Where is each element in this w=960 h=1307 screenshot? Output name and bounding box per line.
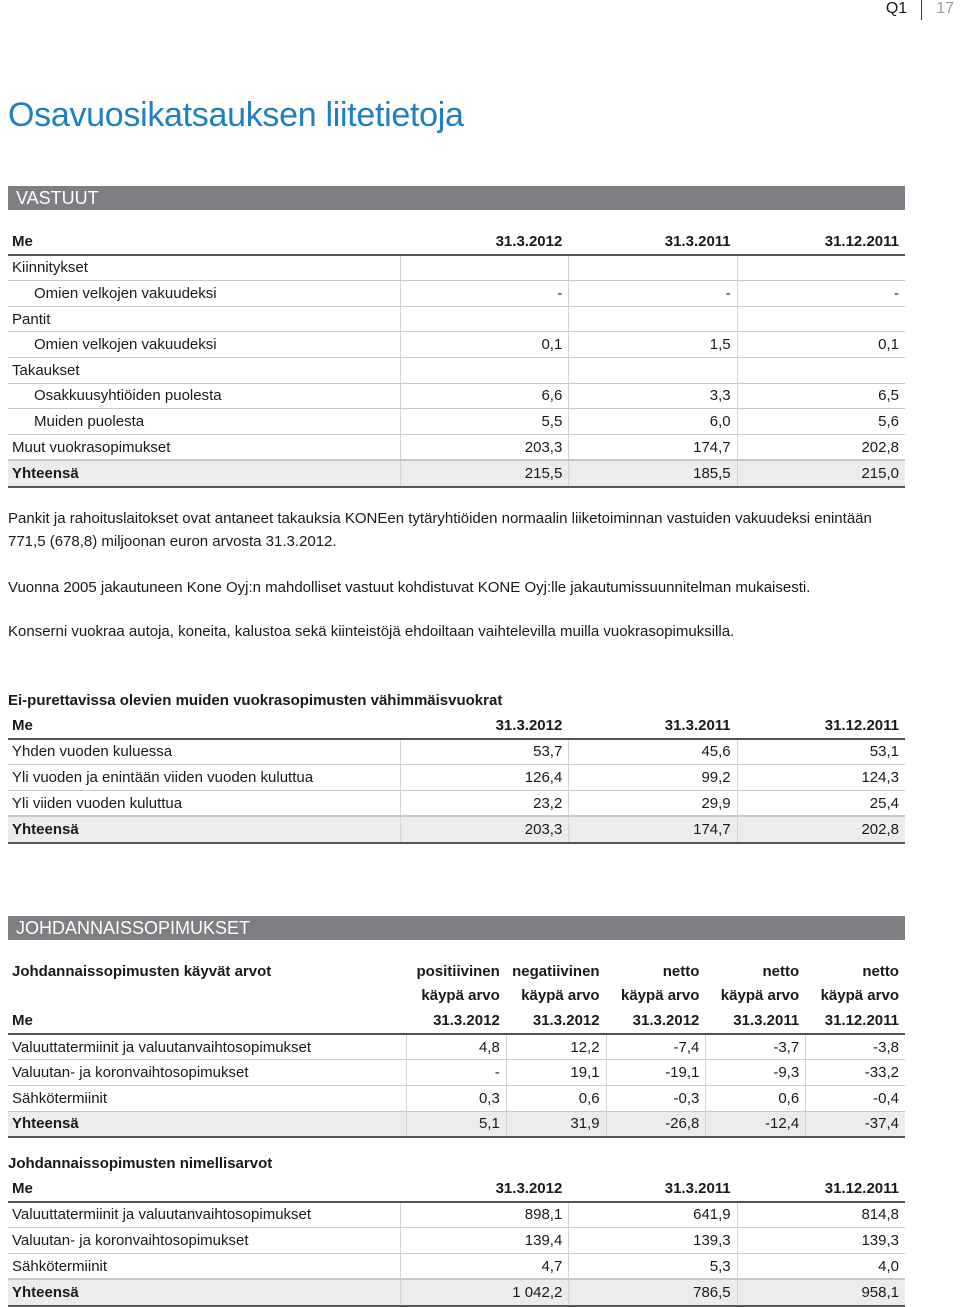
cell (568, 256, 736, 281)
cell: 641,9 (568, 1203, 736, 1228)
row-label: Kiinnitykset (12, 259, 88, 277)
column-header: negatiivinen (512, 962, 600, 980)
column-header: 31.12.2011 (824, 1179, 899, 1197)
cell: -0,3 (606, 1086, 706, 1111)
cell: 23,2 (400, 791, 568, 816)
row-label: Sähkötermiinit (12, 1257, 108, 1275)
column-header: 31.3.2012 (632, 1011, 700, 1029)
row-label: Pantit (12, 310, 51, 328)
table-header-row (8, 1008, 905, 1033)
cell: 0,3 (406, 1086, 506, 1111)
cell: 29,9 (568, 791, 736, 816)
page-number: 17 (936, 0, 954, 17)
cell: 45,6 (568, 740, 736, 765)
report-section-label: Q1 (885, 0, 908, 17)
cell: 53,1 (737, 740, 905, 765)
minimum-lease-table (8, 713, 905, 844)
table-header-row (8, 229, 905, 254)
cell: 6,6 (400, 384, 568, 409)
cell: - (568, 281, 736, 306)
cell: 12,2 (506, 1035, 606, 1060)
table-row (8, 307, 905, 333)
paragraph-guarantees: Pankit ja rahoituslaitokset ovat antaneet takauksia KONEen tytäryhtiöiden normaalin liiketoiminnan vastuiden vakuudeksi enintään 771,5 (678,8) miljoonan euron arvosta 31.3.2012. (8, 510, 872, 550)
row-label: Omien velkojen vakuudeksi (34, 336, 217, 354)
table-row (8, 254, 905, 282)
cell: 203,3 (400, 435, 568, 460)
table-row (8, 435, 905, 461)
column-header: käypä arvo (621, 987, 700, 1005)
cell: 786,5 (568, 1280, 736, 1305)
cell: 6,0 (568, 409, 736, 434)
cell: 53,7 (400, 740, 568, 765)
row-label: Valuutan- ja koronvaihtosopimukset (12, 1064, 249, 1082)
cell: 898,1 (400, 1203, 568, 1228)
cell: 139,4 (400, 1228, 568, 1253)
cell: 139,3 (568, 1228, 736, 1253)
cell: 5,1 (406, 1112, 506, 1137)
table-header-row (8, 713, 905, 738)
column-header: 31.3.2012 (495, 1179, 563, 1197)
cell: 6,5 (737, 384, 905, 409)
column-header: käypä arvo (720, 987, 800, 1005)
table-row (8, 1086, 905, 1112)
table-row (8, 384, 905, 410)
table-header-row (8, 984, 905, 1009)
cell: 202,8 (737, 435, 905, 460)
cell: 4,8 (406, 1035, 506, 1060)
cell (568, 307, 736, 332)
total-row (8, 816, 905, 844)
cell: 814,8 (737, 1203, 905, 1228)
vastuut-table (8, 229, 905, 488)
table-row (8, 1254, 905, 1280)
column-header: 31.3.2011 (733, 1011, 800, 1029)
row-label: Yli viiden vuoden kuluttua (12, 794, 183, 812)
total-row (8, 460, 905, 488)
column-header: 31.3.2011 (664, 232, 731, 250)
column-header: 31.3.2011 (664, 1179, 731, 1197)
cell: 1 042,2 (400, 1280, 568, 1305)
cell: -7,4 (606, 1035, 706, 1060)
column-header: 31.3.2012 (433, 1011, 500, 1029)
row-label: Muut vuokrasopimukset (12, 438, 171, 456)
table-row (8, 1060, 905, 1086)
column-header-unit: Me (12, 1179, 33, 1197)
table-row (8, 332, 905, 358)
cell (737, 358, 905, 383)
table-header-row (8, 1176, 905, 1201)
cell: -0,4 (805, 1086, 905, 1111)
column-header: 31.3.2012 (495, 232, 563, 250)
table-row (8, 281, 905, 307)
row-label: Muiden puolesta (34, 412, 145, 430)
cell: 19,1 (506, 1060, 606, 1085)
column-header: käypä arvo (820, 987, 899, 1005)
cell: 203,3 (400, 817, 568, 842)
cell: -3,7 (705, 1035, 805, 1060)
cell: -12,4 (705, 1112, 805, 1137)
cell: 1,5 (568, 332, 736, 357)
row-label: Yhteensä (12, 821, 79, 839)
table-row (8, 1033, 905, 1061)
column-header-unit: Me (12, 232, 33, 250)
subtitle-nominal-values: Johdannaissopimusten nimellisarvot (8, 1155, 273, 1172)
page-title: Osavuosikatsauksen liitetietoja (8, 96, 464, 134)
row-label: Sähkötermiinit (12, 1089, 108, 1107)
cell: 202,8 (737, 817, 905, 842)
cell: -26,8 (606, 1112, 706, 1137)
cell: 4,0 (737, 1254, 905, 1279)
column-header: 31.12.2011 (824, 1011, 899, 1029)
column-header: netto (662, 962, 700, 980)
paragraph-leases: Konserni vuokraa autoja, koneita, kalustoa sekä kiinteistöjä ehdoiltaan vaihtelevilla muilla vuokrasopimuksilla. (8, 623, 735, 640)
cell: 139,3 (737, 1228, 905, 1253)
paragraph-demerger: Vuonna 2005 jakautuneen Kone Oyj:n mahdolliset vastuut kohdistuvat KONE Oyj:lle jakautumissuunnitelman mukaisesti. (8, 579, 811, 596)
row-label: Yhden vuoden kuluessa (12, 743, 173, 761)
row-label: Yhteensä (12, 1284, 79, 1302)
cell: 0,1 (737, 332, 905, 357)
table-row (8, 1228, 905, 1254)
table-row (8, 765, 905, 791)
cell: 25,4 (737, 791, 905, 816)
cell: 5,6 (737, 409, 905, 434)
cell: 5,3 (568, 1254, 736, 1279)
cell: -37,4 (805, 1112, 905, 1137)
table-row (8, 358, 905, 384)
cell: 3,3 (568, 384, 736, 409)
cell (400, 256, 568, 281)
cell: 174,7 (568, 817, 736, 842)
cell: 31,9 (506, 1112, 606, 1137)
cell: - (737, 281, 905, 306)
column-header: käypä arvo (521, 987, 600, 1005)
table-row (8, 1201, 905, 1229)
row-label: Yhteensä (12, 465, 79, 483)
column-header: 31.12.2011 (824, 232, 899, 250)
cell: 124,3 (737, 765, 905, 790)
page-header (886, 0, 960, 20)
cell: 958,1 (737, 1280, 905, 1305)
row-label: Takaukset (12, 361, 80, 379)
derivatives-fair-value-table (8, 959, 905, 1138)
cell: 215,0 (737, 461, 905, 486)
cell: 0,1 (400, 332, 568, 357)
row-label: Omien velkojen vakuudeksi (34, 284, 217, 302)
cell: 99,2 (568, 765, 736, 790)
table-row (8, 738, 905, 766)
table-header-row (8, 959, 905, 984)
row-label: Valuuttatermiinit ja valuutanvaihtosopimukset (12, 1038, 312, 1056)
cell (568, 358, 736, 383)
column-header: käypä arvo (421, 987, 500, 1005)
row-label: Valuuttatermiinit ja valuutanvaihtosopimukset (12, 1206, 312, 1224)
cell (400, 307, 568, 332)
cell: 0,6 (506, 1086, 606, 1111)
row-label: Valuutan- ja koronvaihtosopimukset (12, 1231, 249, 1249)
cell: 4,7 (400, 1254, 568, 1279)
cell: 0,6 (705, 1086, 805, 1111)
column-header: 31.3.2011 (664, 716, 731, 734)
column-header: positiivinen (416, 962, 500, 980)
total-row (8, 1112, 905, 1139)
cell: 126,4 (400, 765, 568, 790)
section-bar-vastuut: VASTUUT (8, 186, 905, 210)
derivatives-nominal-table (8, 1176, 905, 1307)
cell: -33,2 (805, 1060, 905, 1085)
column-header: 31.12.2011 (824, 716, 899, 734)
column-header: 31.3.2012 (495, 716, 563, 734)
cell (737, 256, 905, 281)
cell: 5,5 (400, 409, 568, 434)
column-header: 31.3.2012 (532, 1011, 600, 1029)
cell (400, 358, 568, 383)
row-label: Yhteensä (12, 1115, 79, 1133)
cell: 174,7 (568, 435, 736, 460)
cell: - (400, 281, 568, 306)
column-header-unit: Me (12, 716, 33, 734)
row-label: Osakkuusyhtiöiden puolesta (34, 387, 222, 405)
table-row (8, 791, 905, 817)
section-bar-johdannais: JOHDANNAISSOPIMUKSET (8, 916, 905, 940)
cell: 185,5 (568, 461, 736, 486)
table-title: Johdannaissopimusten käyvät arvot (12, 962, 272, 980)
column-header-unit: Me (12, 1011, 33, 1029)
column-header: netto (762, 962, 800, 980)
cell: -3,8 (805, 1035, 905, 1060)
cell: -9,3 (705, 1060, 805, 1085)
row-label: Yli vuoden ja enintään viiden vuoden kuluttua (12, 768, 314, 786)
column-header: netto (862, 962, 899, 980)
table-row (8, 409, 905, 435)
cell: 215,5 (400, 461, 568, 486)
subtitle-minimum-leases: Ei-purettavissa olevien muiden vuokrasopimusten vähimmäisvuokrat (8, 692, 503, 709)
cell (737, 307, 905, 332)
cell: -19,1 (606, 1060, 706, 1085)
cell: - (406, 1060, 506, 1085)
